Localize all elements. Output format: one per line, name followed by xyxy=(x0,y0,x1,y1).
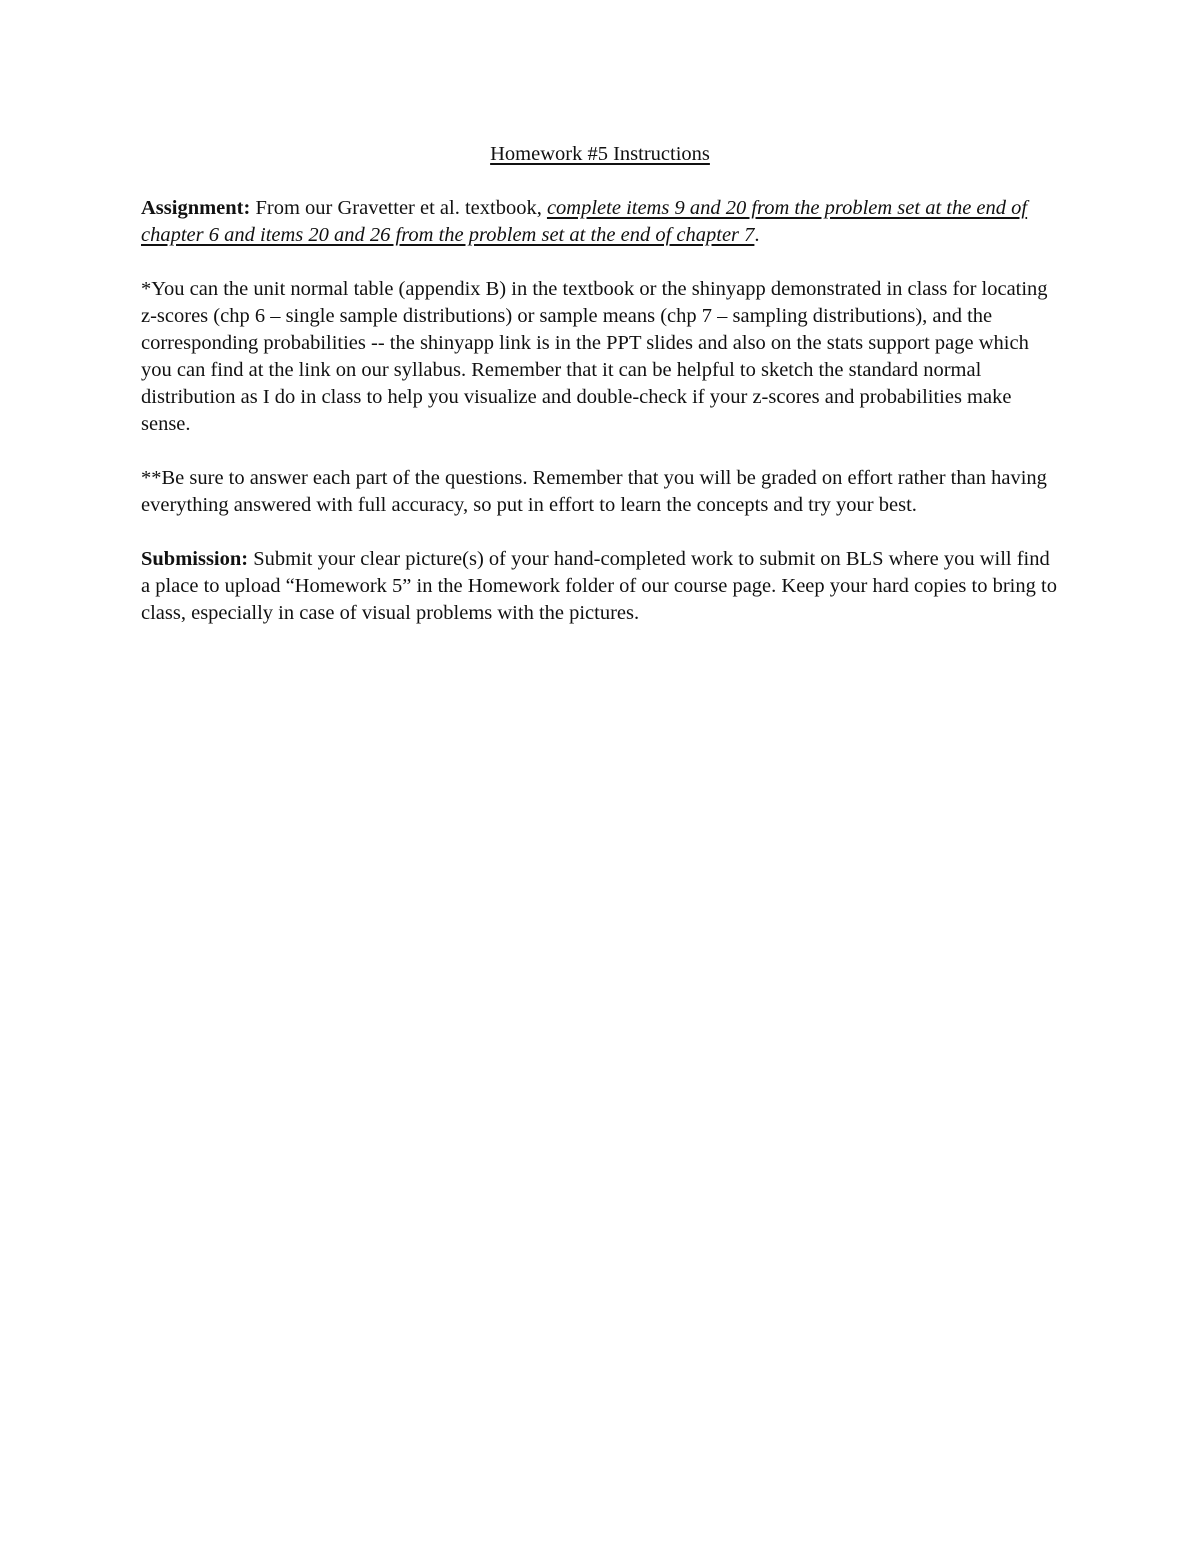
assignment-paragraph xyxy=(141,195,1059,249)
submission-text: Submit your clear picture(s) of your hand-completed work to submit on BLS where you will find a place to upload “Homework 5” in the Homework folder of our course page. Keep your hard copies to bring to class, especially in case of visual problems with the pictures. xyxy=(141,548,1057,624)
submission-paragraph xyxy=(141,546,1059,627)
document-title-text: Homework #5 Instructions xyxy=(490,143,710,165)
assignment-emphasis: complete items 9 and 20 from the problem set at the end of chapter 6 and items 20 and 26 from the problem set at the end of chapter 7 xyxy=(141,197,1028,246)
submission-label: Submission: xyxy=(141,548,249,570)
assignment-text: From our Gravetter et al. textbook, xyxy=(250,197,547,219)
assignment-end: . xyxy=(754,224,760,246)
assignment-label: Assignment: xyxy=(141,197,251,219)
note-paragraph-1: *You can the unit normal table (appendix B) in the textbook or the shinyapp demonstrated in class for locating z-scores (chp 6 – single sample distributions) or sample means (chp 7 – sampling distributions), and the corresponding probabilities -- the shinyapp link is in the PPT slides and also on the stats support page which you can find at the link on our syllabus. Remember that it can be helpful to sketch the standard normal distribution as I do in class to help you visualize and double-check if your z-scores and probabilities make sense. xyxy=(141,278,1048,435)
document-title xyxy=(141,141,1059,168)
document-body xyxy=(141,141,1059,654)
note-paragraph-2: **Be sure to answer each part of the questions. Remember that you will be graded on effort rather than having everything answered with full accuracy, so put in effort to learn the concepts and try your best. xyxy=(141,467,1047,516)
